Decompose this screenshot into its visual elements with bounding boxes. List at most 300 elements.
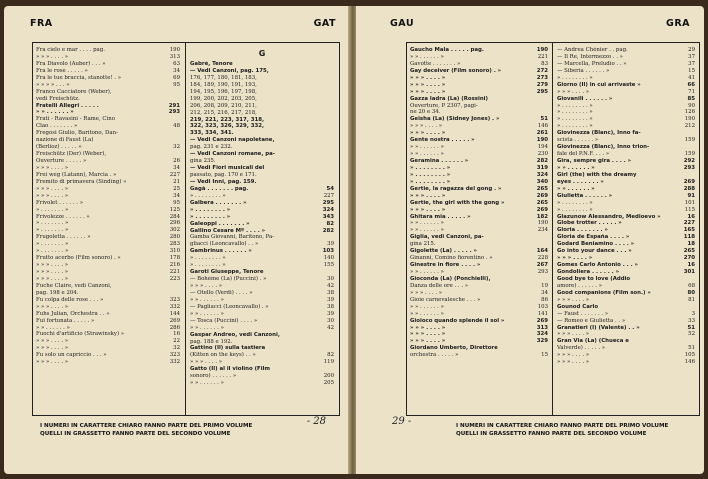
- index-entry: [410, 248, 548, 255]
- entry-title: Fu solo un capriccio . . . »: [36, 352, 107, 359]
- entry-title: » . . . . . . . . »: [557, 102, 593, 109]
- index-entry: [190, 248, 334, 255]
- entry-title: vedi Freischütz.: [36, 95, 80, 102]
- index-entry: [36, 325, 180, 332]
- entry-title: » » » . . . . »: [36, 359, 69, 366]
- index-entry: [557, 234, 695, 241]
- index-entry: [410, 227, 548, 234]
- entry-title: » » » . . . . »: [557, 296, 590, 303]
- entry-page-number: 212: [684, 123, 695, 130]
- entry-title: » » . . . . . . »: [410, 227, 444, 234]
- entry-title: Geramina . . . . . . »: [410, 158, 469, 164]
- entry-title: » » . . . . . . »: [557, 164, 595, 171]
- entry-page-number: 25: [173, 185, 180, 192]
- entry-page-number: 86: [541, 296, 548, 303]
- index-entry: [410, 130, 548, 137]
- index-entry: [36, 220, 180, 227]
- entry-title: — Romeo e Giulietta . . »: [557, 317, 626, 324]
- index-entry: [36, 158, 180, 165]
- entry-title: Gioie carnevalesche . . . »: [410, 296, 481, 303]
- entry-title: Godard Beniamino . . . . »: [557, 241, 635, 248]
- right-column-1: [410, 47, 548, 359]
- index-entry: [190, 228, 334, 235]
- entry-title: Fra Diavolo (Auber) . . . »: [36, 60, 106, 67]
- entry-title: Fuche Claire, vedi Canzoni,: [36, 282, 112, 289]
- entry-title: » » . . . . . . »: [557, 185, 595, 192]
- entry-title: Gattino (Il) sulla tastiera: [190, 345, 266, 352]
- entry-page-number: 18: [687, 241, 695, 248]
- index-entry: [410, 276, 548, 283]
- entry-page-number: 286: [169, 324, 180, 331]
- entry-title: » » » . . . . »: [410, 130, 446, 137]
- entry-page-number: 280: [169, 234, 180, 241]
- index-entry: [557, 214, 695, 221]
- entry-title: » » » . . . . »: [36, 164, 69, 171]
- entry-title: » » . . . . . . »: [190, 380, 224, 387]
- entry-title: » » » . . . . »: [410, 289, 443, 296]
- entry-title: — Vedi Fiori musicali del: [190, 165, 265, 172]
- entry-title: » . . . . . . . . »: [190, 262, 226, 269]
- entry-page-number: 293: [168, 109, 180, 116]
- entry-title: Gloria . . . . . . . »: [557, 227, 608, 234]
- entry-title: — Andrea Chénier . . pag.: [557, 47, 628, 53]
- index-entry: [36, 144, 180, 151]
- index-entry: [410, 262, 548, 269]
- entry-page-number: 223: [169, 275, 180, 282]
- entry-title: Fra cielo e mar . . . . pag.: [36, 47, 105, 53]
- index-entry: [36, 304, 180, 311]
- entry-title: » » » . . . . »: [557, 255, 593, 262]
- entry-title: Franco Cacciatore (Weber),: [36, 88, 112, 95]
- right-column-2: [557, 47, 695, 366]
- entry-title: Frivolezze . . . . . . »: [36, 213, 90, 220]
- entry-page-number: 228: [537, 255, 548, 262]
- index-entry: [410, 311, 548, 318]
- entry-title: Gagà . . . . . . . pag.: [190, 185, 249, 192]
- entry-page-number: 30: [327, 276, 334, 283]
- entry-page-number: 101: [684, 199, 695, 206]
- index-entry: [190, 325, 334, 332]
- entry-title: Fregosi Giulio, Baritono, Dan-: [36, 130, 118, 137]
- entry-title: Gazza ladra (La) (Rossini): [410, 95, 488, 102]
- index-entry: [410, 144, 548, 151]
- index-entry: [36, 47, 180, 54]
- entry-title: Garoti Giuseppe, Tenore: [190, 269, 264, 276]
- entry-page-number: 282: [536, 158, 548, 164]
- entry-title: » . . . . . . . »: [36, 248, 69, 255]
- entry-page-number: 42: [327, 324, 334, 331]
- entry-page-number: 90: [688, 102, 695, 109]
- entry-title: gina 235.: [190, 158, 216, 165]
- section-letter-heading: G: [258, 49, 266, 58]
- entry-title: » » » . . . . »: [36, 262, 69, 269]
- entry-page-number: 103: [322, 248, 334, 255]
- entry-page-number: 51: [540, 116, 548, 123]
- entry-title: (Kitten on the keys) . . »: [190, 352, 256, 359]
- entry-title: Good companions (Film son.) »: [557, 289, 651, 296]
- index-entry: [190, 172, 334, 179]
- entry-title: Gente nostra . . . . . »: [410, 137, 475, 144]
- entry-page-number: 293: [537, 269, 548, 275]
- entry-page-number: 319: [536, 164, 548, 171]
- index-entry: [36, 331, 180, 338]
- entry-title: Ouverture . . . . . »: [36, 158, 87, 164]
- index-entry: [36, 276, 180, 283]
- entry-page-number: 125: [169, 206, 180, 213]
- index-entry: [190, 359, 334, 366]
- entry-page-number: 292: [683, 158, 695, 164]
- left-column-1: [36, 47, 180, 366]
- index-entry: [557, 82, 695, 89]
- entry-title: — Tosca (Puccini) . . . . »: [190, 317, 258, 324]
- entry-page-number: 332: [169, 303, 180, 310]
- index-entry: [190, 262, 334, 269]
- index-entry: [36, 352, 180, 359]
- index-entry: [36, 54, 180, 61]
- entry-page-number: 34: [173, 67, 180, 74]
- index-entry: [557, 54, 695, 61]
- entry-title: Gamba Giovanni, Baritono, Pa-: [190, 234, 275, 241]
- entry-title: — Vedi Canzoni, pag. 175,: [190, 67, 269, 74]
- entry-title: » . . . . . . . »: [36, 206, 69, 213]
- index-entry: [410, 172, 548, 179]
- index-entry: [190, 241, 334, 248]
- index-entry: [410, 116, 548, 123]
- index-entry: [410, 47, 548, 54]
- index-entry: [557, 283, 695, 290]
- footer-line-1: I NUMERI IN CARATTERE CHIARO FANNO PARTE DEL PRIMO VOLUME: [40, 423, 253, 429]
- index-entry: [557, 144, 695, 151]
- entry-page-number: 82: [326, 220, 334, 227]
- entry-title: » . . . . . . . . »: [557, 206, 593, 213]
- entry-title: » » . . . . . . »: [36, 324, 70, 331]
- entry-title: » » . . . . . . »: [36, 109, 74, 116]
- entry-title: » . . . . . . . . »: [557, 109, 593, 116]
- index-entry: [190, 290, 334, 297]
- entry-page-number: 126: [684, 109, 695, 116]
- index-entry: [36, 200, 180, 207]
- entry-title: » » » » . . . »: [36, 81, 70, 88]
- entry-title: — Vedi Canzoni napoletane,: [190, 137, 275, 144]
- index-entry: [557, 193, 695, 200]
- index-entry: [410, 241, 548, 248]
- index-entry: [190, 75, 334, 82]
- column-divider: [185, 43, 186, 415]
- index-entry: [557, 179, 695, 186]
- index-entry: [190, 117, 334, 124]
- entry-page-number: 310: [169, 248, 180, 255]
- entry-page-number: 190: [684, 116, 695, 123]
- entry-page-number: 234: [537, 227, 548, 234]
- entry-page-number: 296: [169, 220, 180, 227]
- index-entry: [410, 61, 548, 68]
- entry-title: » . . . . . . . »: [36, 241, 69, 248]
- index-entry: [410, 220, 548, 227]
- entry-title: 322, 323, 326, 329, 332,: [190, 123, 265, 130]
- entry-title: » » » . . . . »: [557, 352, 590, 359]
- entry-title: Geisha (La) (Sidney Jones) . »: [410, 116, 500, 123]
- entry-title: » » . . . . . . »: [190, 310, 224, 317]
- entry-title: Go into your dance . . . »: [557, 248, 632, 255]
- entry-title: Freischütz (Der) (Weber),: [36, 151, 107, 158]
- entry-page-number: 324: [536, 331, 548, 338]
- index-entry: [190, 366, 334, 373]
- index-entry: [36, 82, 180, 89]
- entry-title: scista . . . . . . »: [557, 137, 599, 144]
- entry-title: » . . . . . . . »: [36, 220, 69, 227]
- entry-page-number: 282: [322, 227, 334, 234]
- index-entry: [36, 248, 180, 255]
- entry-title: (Berlioz) . . . . . »: [36, 144, 82, 151]
- index-entry: [557, 137, 695, 144]
- left-header-end: GAT: [313, 18, 336, 29]
- entry-title: — Vedi Inni, pag. 159.: [190, 178, 257, 185]
- entry-page-number: 301: [683, 269, 695, 275]
- index-entry: [410, 345, 548, 352]
- index-entry: [557, 200, 695, 207]
- entry-page-number: 82: [327, 352, 334, 359]
- entry-page-number: 95: [173, 81, 180, 88]
- entry-page-number: 16: [687, 262, 695, 269]
- entry-title: ne 20 e 34.: [410, 109, 441, 116]
- entry-page-number: 91: [687, 192, 695, 199]
- index-entry: [410, 234, 548, 241]
- entry-title: Giulietta . . . . . . »: [557, 192, 613, 199]
- entry-page-number: 324: [322, 206, 334, 213]
- index-entry: [410, 165, 548, 172]
- entry-title: » » » . . . . »: [410, 74, 446, 81]
- entry-title: » » » . . . . »: [36, 192, 69, 199]
- entry-page-number: 230: [537, 151, 548, 158]
- entry-title: » . . . . . . . . »: [557, 199, 593, 206]
- entry-title: Gertie, the girl with the gong »: [410, 199, 505, 206]
- index-entry: [190, 61, 334, 68]
- entry-title: Gatto (Il) al il violino (Film: [190, 366, 271, 373]
- entry-page-number: 205: [323, 380, 334, 387]
- index-entry: [557, 61, 695, 68]
- index-entry: [36, 193, 180, 200]
- entry-page-number: 194: [537, 144, 548, 151]
- index-entry: [410, 331, 548, 338]
- entry-title: 194, 195, 196, 197, 198,: [190, 88, 257, 95]
- index-entry: [36, 255, 180, 262]
- entry-title: » . . . . . . . . »: [190, 206, 231, 213]
- index-entry: [557, 123, 695, 130]
- index-entry: [36, 103, 180, 110]
- entry-title: » » » . . . . »: [410, 331, 446, 338]
- entry-page-number: 295: [322, 199, 334, 206]
- entry-page-number: 38: [327, 303, 334, 310]
- index-entry: [190, 380, 334, 387]
- entry-page-number: 270: [683, 255, 695, 262]
- entry-page-number: 16: [687, 213, 695, 220]
- entry-title: Giovinezza (Blanc), Inno trion-: [557, 144, 650, 151]
- index-entry: [190, 214, 334, 221]
- right-index-box: [406, 42, 700, 416]
- entry-title: Giorno (Il) in cui arrivaste »: [557, 81, 641, 88]
- entry-title: » . . . . . . . . »: [410, 164, 451, 171]
- index-entry: [190, 304, 334, 311]
- entry-title: Giovanili . . . . . . »: [557, 95, 613, 102]
- entry-page-number: 159: [684, 151, 695, 158]
- entry-title: » » » . . . . »: [36, 53, 69, 60]
- entry-title: Giglia, vedi Canzoni, pa-: [410, 234, 484, 241]
- entry-page-number: 146: [537, 123, 548, 130]
- entry-title: Ghitara mia . . . . . »: [410, 213, 471, 220]
- entry-title: Galeoppi . . . . . . . »: [190, 220, 250, 227]
- entry-page-number: 22: [173, 338, 180, 345]
- index-entry: [410, 193, 548, 200]
- index-entry: [36, 283, 180, 290]
- index-entry: [410, 207, 548, 214]
- entry-page-number: 51: [687, 324, 695, 331]
- index-entry: [410, 214, 548, 221]
- entry-page-number: 51: [688, 345, 695, 352]
- entry-title: Giovinezza (Blanc), Inno fa-: [557, 130, 641, 137]
- entry-title: — Siberia . . . . . . »: [557, 67, 610, 74]
- index-entry: [410, 290, 548, 297]
- entry-page-number: 265: [536, 199, 548, 206]
- entry-title: » » . . . . . . »: [410, 53, 444, 60]
- index-entry: [190, 151, 334, 158]
- index-entry: [557, 103, 695, 110]
- entry-title: Clao . . . . . . . »: [36, 123, 78, 130]
- entry-page-number: 273: [536, 74, 548, 81]
- index-entry: [36, 165, 180, 172]
- entry-page-number: 32: [173, 345, 180, 352]
- column-divider: [552, 43, 553, 415]
- index-entry: [190, 255, 334, 262]
- entry-page-number: 295: [536, 88, 548, 95]
- index-entry: [36, 186, 180, 193]
- entry-title: Gay deceiver (Film sonoro) . »: [410, 67, 502, 74]
- entry-title: » » . . . . . . »: [410, 269, 444, 275]
- index-entry: [36, 262, 180, 269]
- index-entry: [557, 269, 695, 276]
- entry-page-number: 302: [169, 227, 180, 234]
- entry-title: Gambrinus . . . . . . »: [190, 248, 252, 255]
- entry-page-number: 85: [687, 95, 695, 102]
- index-entry: [190, 68, 334, 75]
- entry-title: » » . . . . . . »: [190, 296, 224, 303]
- index-entry: [557, 338, 695, 345]
- index-entry: [410, 304, 548, 311]
- index-entry: [410, 75, 548, 82]
- entry-title: — Otello (Verdi) . . . . »: [190, 289, 253, 296]
- entry-page-number: 332: [169, 359, 180, 366]
- entry-page-number: 343: [322, 213, 334, 220]
- entry-page-number: 48: [173, 123, 180, 130]
- right-header-end: GRA: [666, 18, 690, 29]
- index-entry: [190, 110, 334, 117]
- entry-title: Fra le tue braccia, stanotte! . »: [36, 74, 122, 81]
- entry-page-number: 52: [688, 331, 695, 338]
- entry-title: — Il Re, Intermezzo . . »: [557, 53, 623, 60]
- entry-title: gina 215.: [410, 241, 436, 248]
- entry-title: Gavotte . . . . . . . »: [410, 60, 461, 67]
- index-entry: [36, 234, 180, 241]
- entry-page-number: 190: [169, 47, 180, 53]
- left-page: [4, 6, 350, 474]
- entry-title: » » . . . . . . »: [410, 303, 444, 310]
- entry-page-number: 26: [173, 158, 180, 164]
- entry-page-number: 39: [327, 241, 334, 248]
- entry-page-number: 15: [541, 352, 548, 359]
- entry-page-number: 269: [169, 317, 180, 324]
- entry-title: Fuhs Julian, Orchestra . . »: [36, 310, 110, 317]
- entry-page-number: 39: [327, 310, 334, 317]
- entry-title: Danza delle ore . . . »: [410, 282, 469, 289]
- index-entry: [557, 47, 695, 54]
- index-entry: [190, 144, 334, 151]
- index-entry: [36, 297, 180, 304]
- entry-page-number: 279: [536, 81, 548, 88]
- entry-page-number: 265: [683, 248, 695, 255]
- entry-page-number: 165: [683, 227, 695, 234]
- entry-title: orchestra . . . . . »: [410, 352, 459, 359]
- entry-title: Glazunow Alessandro, Medioevo »: [557, 213, 661, 220]
- right-page: [356, 6, 704, 474]
- entry-title: » » » . . . . »: [410, 88, 446, 95]
- entry-title: » » . . . . . . »: [410, 310, 444, 317]
- entry-title: gliacci (Leoncavallo) . . »: [190, 241, 259, 248]
- entry-title: Gomes Carlo Antonio . . . »: [557, 262, 638, 269]
- index-entry: [410, 137, 548, 144]
- index-entry: [557, 158, 695, 165]
- index-entry: [557, 325, 695, 332]
- entry-title: 176, 177, 180, 181, 183,: [190, 74, 257, 81]
- index-entry: [36, 311, 180, 318]
- index-entry: [190, 96, 334, 103]
- entry-page-number: 269: [536, 317, 548, 324]
- entry-page-number: 178: [169, 255, 180, 262]
- entry-title: Fu colpa delle rose . . . »: [36, 296, 104, 303]
- entry-title: Gioconda (La) (Ponchielli),: [410, 275, 491, 282]
- entry-title: 333, 334, 341.: [190, 130, 234, 137]
- entry-title: Good bye to love (Addio: [557, 275, 631, 282]
- entry-page-number: 34: [173, 192, 180, 199]
- index-entry: [410, 151, 548, 158]
- entry-page-number: 32: [173, 144, 180, 151]
- entry-title: Fratelli Allegri . . . . .: [36, 102, 99, 109]
- entry-page-number: 3: [691, 310, 695, 317]
- entry-page-number: 15: [688, 67, 695, 74]
- right-footer: [456, 422, 668, 438]
- entry-page-number: 265: [536, 185, 548, 192]
- entry-title: nazione di Faust (La): [36, 137, 94, 144]
- entry-page-number: 340: [536, 178, 548, 185]
- entry-page-number: 313: [169, 53, 180, 60]
- index-entry: [557, 241, 695, 248]
- entry-page-number: 21: [173, 178, 180, 185]
- entry-page-number: 182: [536, 213, 548, 220]
- index-entry: [557, 297, 695, 304]
- entry-page-number: 269: [683, 178, 695, 185]
- entry-page-number: 323: [169, 296, 180, 303]
- entry-title: » . . . . . . . . »: [557, 116, 593, 123]
- entry-title: Gondoliera . . . . . . »: [557, 269, 620, 275]
- entry-title: — Marcella, Preludio . . »: [557, 60, 627, 67]
- entry-page-number: 267: [536, 262, 548, 269]
- entry-page-number: 37: [688, 53, 695, 60]
- index-entry: [36, 227, 180, 234]
- entry-page-number: 38: [327, 289, 334, 296]
- entry-page-number: 227: [683, 220, 695, 227]
- index-entry: [557, 220, 695, 227]
- entry-page-number: 42: [327, 283, 334, 289]
- entry-page-number: 34: [541, 289, 548, 296]
- entry-title: » . . . . . . . . »: [410, 178, 451, 185]
